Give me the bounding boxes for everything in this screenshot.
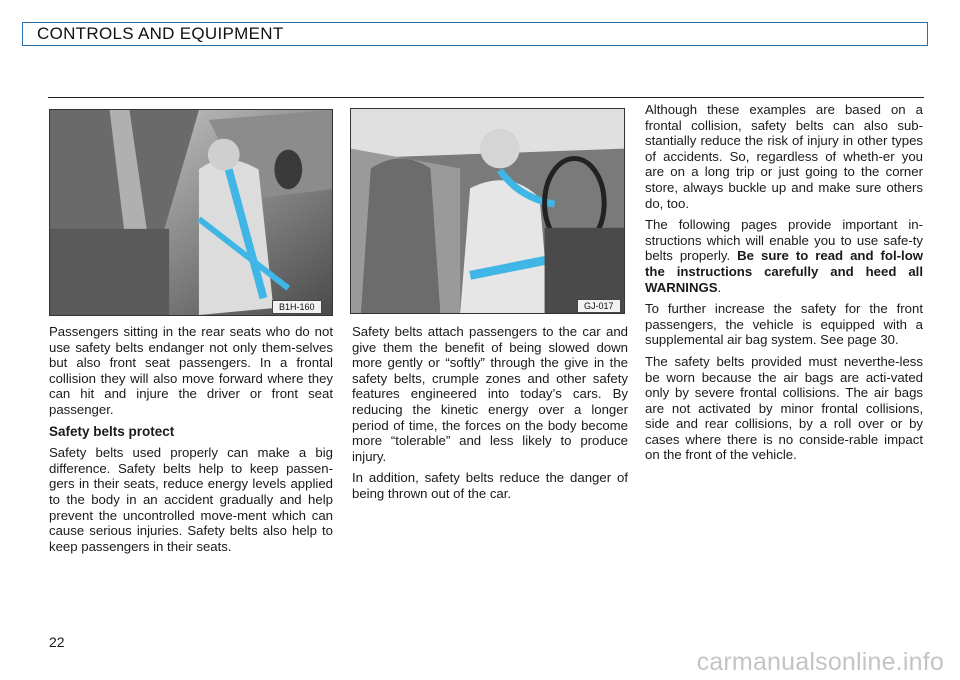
- left-column: [49, 324, 333, 560]
- paragraph: The safety belts provided must neverthe-less be worn because the air bags are acti-vated only by severe frontal collisions. The air bags are not activated by minor frontal collisions, side and rear collisions, by a roll over or by cases where there is no conside-rable impact on the front of the vehicle.: [645, 353, 923, 463]
- paragraph: To further increase the safety for the front passengers, the vehicle is equipped with a supplemental air bag system. See page 30.: [645, 301, 923, 348]
- paragraph-text: .: [717, 279, 722, 295]
- figure-code: GJ-017: [577, 299, 621, 313]
- figure-code: B1H-160: [272, 300, 322, 314]
- page-number: 22: [49, 634, 65, 650]
- paragraph: In addition, safety belts reduce the danger of being thrown out of the car.: [352, 470, 628, 501]
- paragraph: Although these examples are based on a frontal collision, safety belts can also sub-stantially reduce the risk of injury in other types of accidents. So, regardless of wheth-er you are on a long trip or just going to the corner store, always buckle up and make sure others do, too.: [645, 102, 923, 211]
- page-title: CONTROLS AND EQUIPMENT: [37, 24, 284, 43]
- right-column: [645, 102, 923, 469]
- paragraph: Safety belts attach passengers to the car and give them the benefit of being slowed down more gently or “softly” through the give in the safety belts, crumple zones and other safety features engineered into today’s cars. By reducing the kinetic energy over a longer period of time, the forces on the body become more “tolerable” and less likely to produce injury.: [352, 324, 628, 464]
- middle-column: [352, 324, 628, 508]
- paragraph: Safety belts used properly can make a big difference. Safety belts help to keep passen-gers in their seats, reduce energy levels applied to the body in an accident gradually and help prevent the uncontrolled move-ment which can cause serious injuries. Safety belts also help to keep passengers in their seats.: [49, 445, 333, 554]
- belted-driver-illustration: [350, 108, 625, 314]
- warning-emphasis: Be sure to read and fol-low the instructions carefully and heed all WARNINGS: [645, 248, 924, 295]
- rear-passenger-illustration: [49, 109, 333, 316]
- paragraph: [645, 217, 923, 295]
- header-bar: [22, 22, 928, 46]
- section-heading: Safety belts protect: [49, 423, 175, 439]
- paragraph: Passengers sitting in the rear seats who do not use safety belts endanger not only them-selves but also front seat passengers. In a frontal collision they will also move forward where they can hit and injure the driver or front seat passenger.: [49, 324, 333, 417]
- divider-rule: [48, 97, 924, 98]
- paragraph-text: The following pages provide important in-structions which will enable you to use safe-ty belts properly.: [645, 217, 923, 264]
- watermark: carmanualsonline.info: [696, 648, 944, 676]
